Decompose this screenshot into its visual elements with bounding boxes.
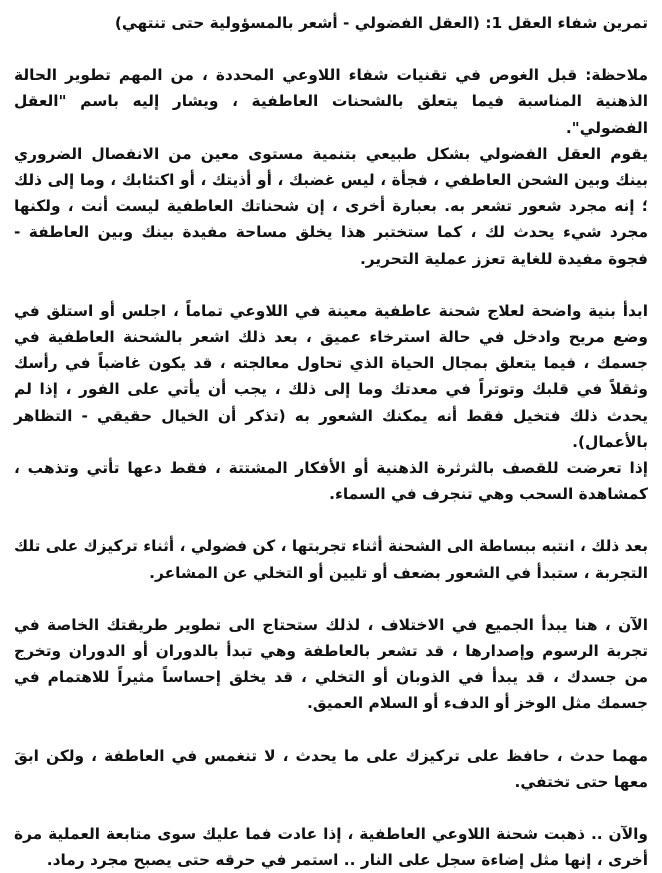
document-title: تمرين شفاء العقل 1: (العقل الفضولي - أشعر بالمسؤولية حتى تنتهي) bbox=[114, 14, 648, 32]
paragraph-begin-intention: ابدأ بنية واضحة لعلاج شحنة عاطفية معينة في اللاوعي تماماً ، اجلس أو استلق في وضع مريح وادخل في حالة استرخاء عميق ، بعد ذلك اشعر بالشحنة العاطفية في جسمك ، فيما يتعلق بمجال الحياة الذي تحاول معالجته ، قد يكون غاضباً في رأسك وثقلاً في قلبك وتوتراً في معدتك وما إلى ذلك ، يجب أن يأتي على الفور ، إذا لم يحدث ذلك فتخيل فقط أنه يمكنك الشعور به (تذكر أن الخيال حقيقي - التظاهر بالأعمال). bbox=[14, 301, 648, 451]
paragraph-keep-focus: مهما حدث ، حافظ على تركيزك على ما يحدث ، لا تنغمس في العاطفة ، ولكن ابقَ معها حتى تختفي. bbox=[14, 746, 648, 791]
paragraph-note: ملاحظة: قبل الغوص في تقنيات شفاء اللاوعي المحددة ، من المهم تطوير الحالة الذهنية المناسبة فيما يتعلق بالشحنات العاطفية ، ويشار إليه باسم "العقل الفضولي". bbox=[14, 66, 648, 137]
paragraph-everyone-differs: الآن ، هنا يبدأ الجميع في الاختلاف ، لذلك ستحتاج الى تطوير طريقتك الخاصة في تجربة الرسوم وإصدارها ، قد تشعر بالعاطفة وهي تبدأ بالدوران أو الدوران وتخرج من جسدك ، قد يبدأ في الذوبان أو التخلي ، قد يخلق إحساساً مثيراً للاهتمام في جسمك مثل الوخز أو الدفء أو السلام العميق. bbox=[14, 615, 648, 713]
paragraph-charge-gone: والآن .. ذهبت شحنة اللاوعي العاطفية ، إذا عادت فما عليك سوى متابعة العملية مرة أخرى ، إنها مثل إضاءة سجل على النار .. استمر في حرقه حتى يصبح مجرد رماد. bbox=[14, 825, 648, 870]
paragraph-pay-attention: بعد ذلك ، انتبه ببساطة الى الشحنة أثناء تجربتها ، كن فضولي ، أثناء تركيزك على تلك التجربة ، ستبدأ في الشعور بضعف أو تليين أو التخلي عن المشاعر. bbox=[14, 537, 648, 582]
paragraph-mental-chatter: إذا تعرضت للقصف بالثرثرة الذهنية أو الأفكار المشتتة ، فقط دعها تأتي وتذهب ، كمشاهدة السحب وهي تنجرف في السماء. bbox=[14, 459, 648, 504]
paragraph-curious-mind: يقوم العقل الفضولي بشكل طبيعي بتنمية مستوى معين من الانفصال الضروري بينك وبين الشحن العاطفي ، فجأة ، ليس غضبك ، أو أذيتك ، أو اكتئابك ، وما إلى ذلك ؛ إنه مجرد شعور تشعر به. بعبارة أخرى ، إن شحناتك العاطفية ليست أنت ، ولكنها مجرد شيء يحدث لك ، كما ستختبر هذا يخلق مساحة مفيدة بينك وبين العاطفة - فجوة مفيدة للغاية تعزز عملية التحرير. bbox=[14, 144, 648, 268]
